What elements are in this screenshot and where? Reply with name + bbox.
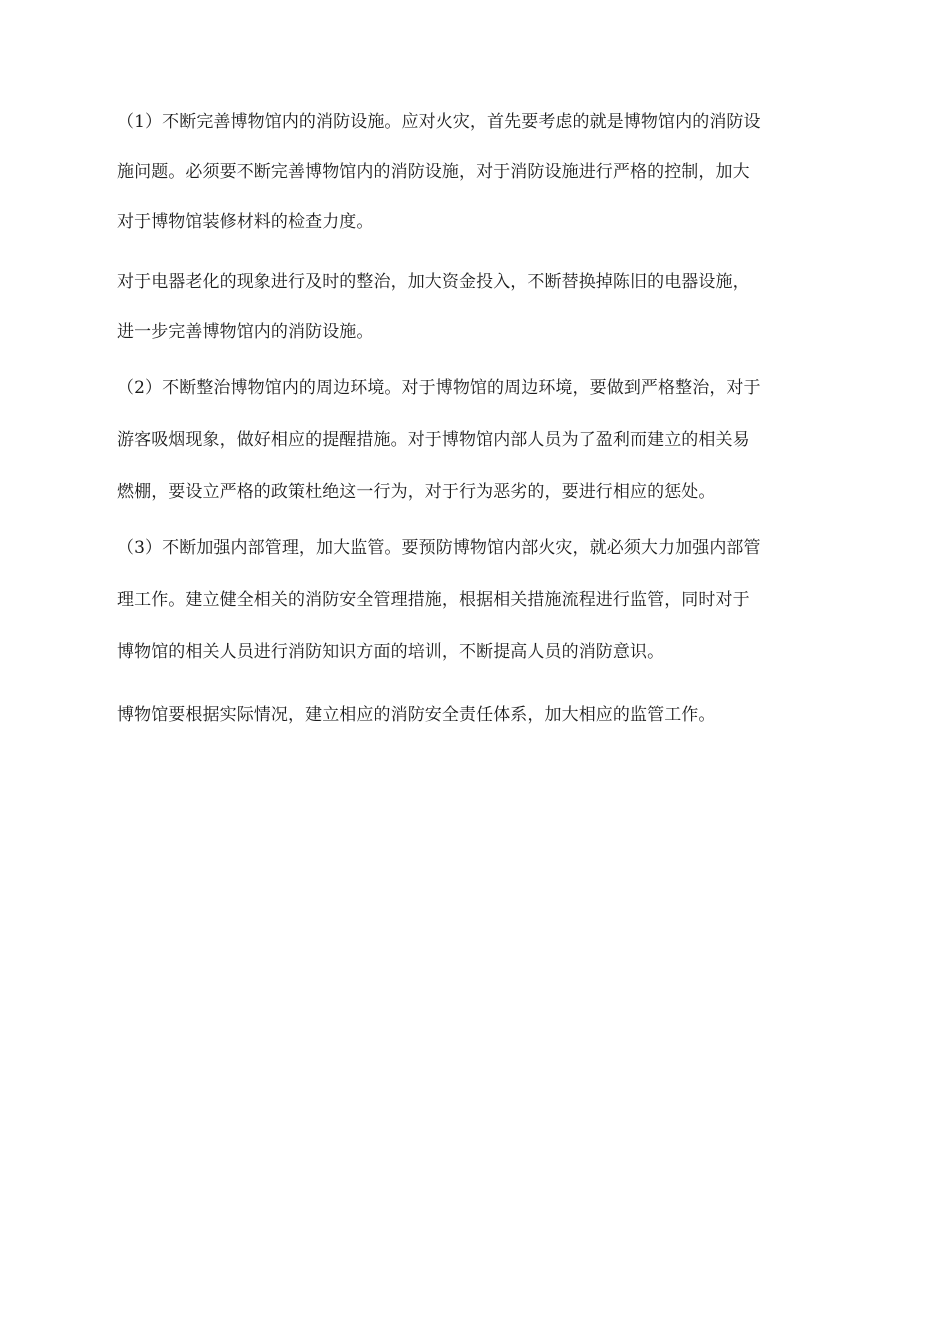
paragraph-1-line-2: 施问题。必须要不断完善博物馆内的消防设施，对于消防设施进行严格的控制，加大 xyxy=(117,162,750,182)
paragraph-5-line-1: 博物馆要根据实际情况，建立相应的消防安全责任体系，加大相应的监管工作。 xyxy=(117,705,716,725)
paragraph-2-line-1: 对于电器老化的现象进行及时的整治，加大资金投入，不断替换掉陈旧的电器设施， xyxy=(117,272,750,292)
paragraph-3-line-1: （2）不断整治博物馆内的周边环境。对于博物馆的周边环境，要做到严格整治，对于 xyxy=(117,378,761,398)
paragraph-2-line-2: 进一步完善博物馆内的消防设施。 xyxy=(117,322,374,342)
paragraph-3-line-3: 燃棚，要设立严格的政策杜绝这一行为，对于行为恶劣的，要进行相应的惩处。 xyxy=(117,482,716,502)
paragraph-1-line-1: （1）不断完善博物馆内的消防设施。应对火灾，首先要考虑的就是博物馆内的消防设 xyxy=(117,112,761,132)
paragraph-4-line-2: 理工作。建立健全相关的消防安全管理措施，根据相关措施流程进行监管，同时对于 xyxy=(117,590,750,610)
paragraph-4-line-3: 博物馆的相关人员进行消防知识方面的培训，不断提高人员的消防意识。 xyxy=(117,642,665,662)
paragraph-3-line-2: 游客吸烟现象，做好相应的提醒措施。对于博物馆内部人员为了盈利而建立的相关易 xyxy=(117,430,750,450)
paragraph-4-line-1: （3）不断加强内部管理，加大监管。要预防博物馆内部火灾，就必须大力加强内部管 xyxy=(117,538,761,558)
paragraph-1-line-3: 对于博物馆装修材料的检查力度。 xyxy=(117,212,374,232)
